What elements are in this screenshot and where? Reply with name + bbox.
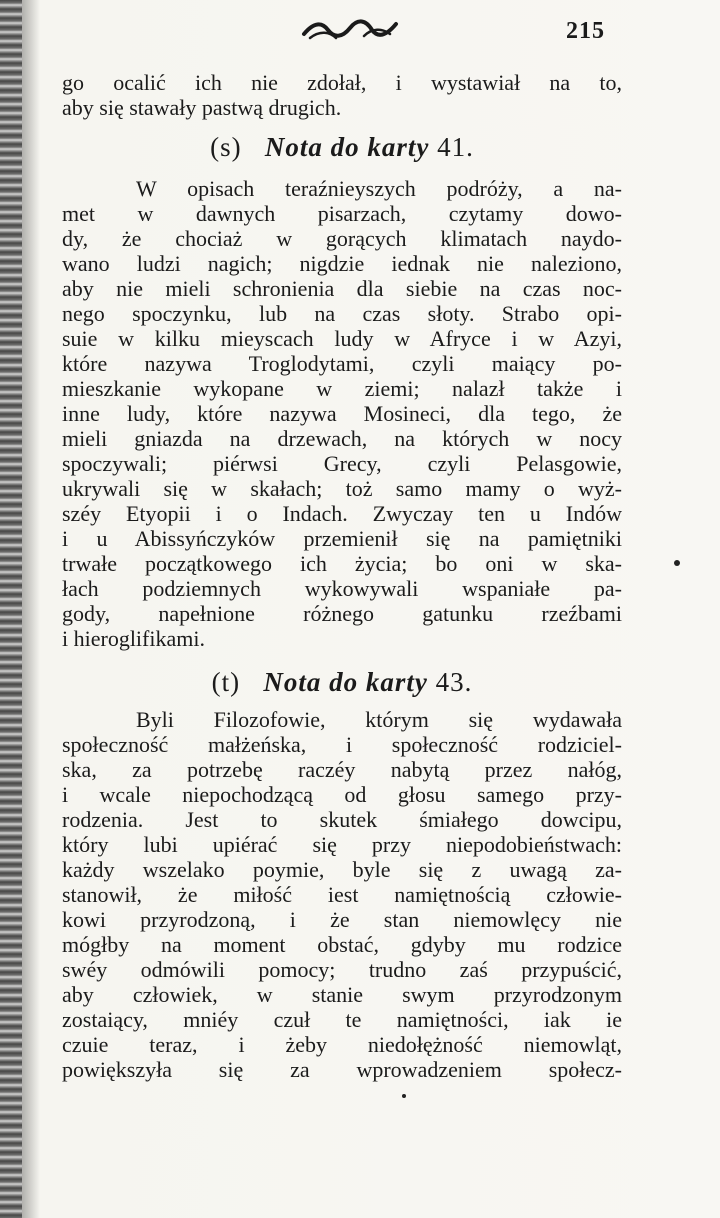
text-line: Byli Filozofowie, którym się wydawała — [136, 707, 622, 732]
text-line: aby nie mieli schronienia dla siebie na czas noc- — [62, 276, 622, 301]
text-line: i wcale niepochodzącą od głosu samego przy- — [62, 782, 622, 807]
text-line: które nazywa Troglodytami, czyli maiący po- — [62, 351, 622, 376]
note-title: Nota do karty — [264, 132, 430, 162]
text-line: stanowił, że miłość iest namiętnością człowie- — [62, 882, 622, 907]
continuation-paragraph — [62, 70, 622, 120]
text-line: aby się stawały pastwą drugich. — [62, 95, 342, 120]
text-line: mieszkanie wykopane w ziemi; nalazł także i — [62, 376, 622, 401]
page-text — [62, 70, 622, 1082]
note-t-paragraph — [62, 707, 622, 1082]
text-line: mieli gniazda na drzewach, na których w nocy — [62, 426, 622, 451]
text-line: powiększyła się za wprowadzeniem społecz- — [62, 1057, 622, 1082]
text-line: czuie teraz, i żeby niedołężność niemowląt, — [62, 1032, 622, 1057]
text-line: ukrywali się w skałach; toż samo mamy o wyż- — [62, 476, 622, 501]
text-line: każdy wszelako poymie, byle się z uwagą za- — [62, 857, 622, 882]
text-line: który lubi upiérać się przy niepodobieństwach: — [62, 832, 622, 857]
text-line: i hieroglifikami. — [62, 626, 205, 651]
text-line: swéy odmówili pomocy; trudno zaś przypuścić, — [62, 957, 622, 982]
book-binding-edge — [0, 0, 22, 1218]
text-line: gody, napełnione różnego gatunku rzeźbami — [62, 601, 622, 626]
text-line: go ocalić ich nie zdołał, i wystawiał na to, — [62, 70, 622, 95]
ink-speck — [674, 560, 680, 566]
note-marker: (t) — [211, 667, 241, 697]
text-line: met w dawnych pisarzach, czytamy dowo- — [62, 201, 622, 226]
text-line: rodzenia. Jest to skutek śmiałego dowcipu, — [62, 807, 622, 832]
note-t-heading — [62, 667, 622, 697]
text-line: kowi przyrodzoną, i że stan niemowlęcy nie — [62, 907, 622, 932]
text-line: społeczność małżeńska, i społeczność rodziciel- — [62, 732, 622, 757]
text-line: łach podziemnych wykowywali wspaniałe pa- — [62, 576, 622, 601]
text-line: széy Etyopii i o Indach. Zwyczay ten u Indów — [62, 501, 622, 526]
text-line: ska, za potrzebę raczéy nabytą przez nałóg, — [62, 757, 622, 782]
text-line: aby człowiek, w stanie swym przyrodzonym — [62, 982, 622, 1007]
text-line: mógłby na moment obstać, gdyby mu rodzice — [62, 932, 622, 957]
note-page-ref: 41. — [437, 132, 474, 162]
ink-speck — [402, 1094, 406, 1098]
text-line: trwałe początkowego ich życia; bo oni w ska- — [62, 551, 622, 576]
scroll-ornament-icon — [300, 16, 400, 44]
text-line: nego spoczynku, lub na czas słoty. Strabo opi- — [62, 301, 622, 326]
text-line: wano ludzi nagich; nigdzie iednak nie naleziono, — [62, 251, 622, 276]
note-title: Nota do karty — [263, 667, 428, 697]
text-line: W opisach teraźnieyszych podróży, a na- — [136, 176, 622, 201]
note-page-ref: 43. — [435, 667, 473, 697]
page-number: 215 — [566, 18, 605, 44]
text-line: inne ludy, które nazywa Mosineci, dla tego, że — [62, 401, 622, 426]
note-s-paragraph — [62, 176, 622, 651]
note-marker: (s) — [210, 132, 242, 162]
binding-shadow — [22, 0, 40, 1218]
text-line: suie w kilku mieyscach ludy w Afryce i w Azyi, — [62, 326, 622, 351]
note-s-heading — [62, 132, 622, 162]
text-line: i u Abissyńczyków przemienił się na pamiętniki — [62, 526, 622, 551]
text-line: zostaiący, mniéy czuł te namiętności, iak ie — [62, 1007, 622, 1032]
text-line: dy, że chociaż w gorących klimatach naydo- — [62, 226, 622, 251]
text-line: spoczywali; piérwsi Grecy, czyli Pelasgowie, — [62, 451, 622, 476]
